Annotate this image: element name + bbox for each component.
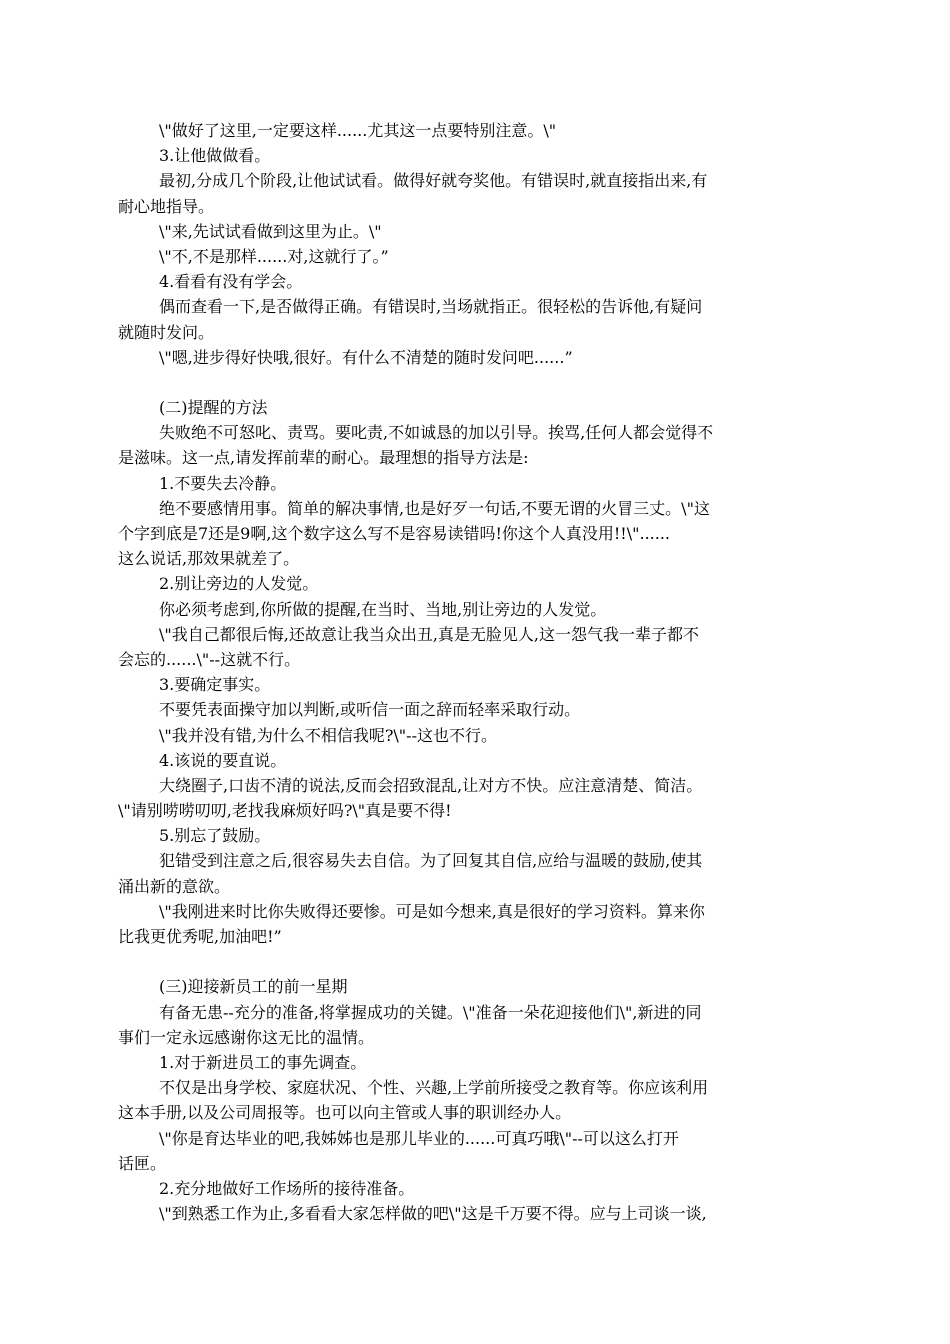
blank-line: [118, 370, 838, 395]
text-line: \"做好了这里,一定要这样......尤其这一点要特别注意。\": [159, 121, 557, 140]
text-line: 1.不要失去冷静。: [159, 473, 287, 493]
text-line: 这本手册,以及公司周报等。也可以向主管或人事的职训经办人。: [118, 1103, 572, 1123]
text-line: 2.别让旁边的人发觉。: [159, 574, 319, 594]
text-line: 最初,分成几个阶段,让他试试看。做得好就夸奖他。有错误时,就直接指出来,有: [159, 171, 708, 191]
text-line: 有备无患--充分的准备,将掌握成功的关键。\"准备一朵花迎接他们\",新进的同: [159, 1002, 702, 1022]
document-page: [118, 118, 838, 1226]
text-line: 偶而查看一下,是否做得正确。有错误时,当场就指正。很轻松的告诉他,有疑问: [159, 297, 703, 317]
text-line: (三)迎接新员工的前一星期: [159, 977, 348, 997]
text-line: \"我刚进来时比你失败得还要惨。可是如今想来,真是很好的学习资料。算来你: [159, 901, 705, 921]
text-line: 会忘的......\"--这就不行。: [118, 649, 301, 669]
text-line: 4.看看有没有学会。: [159, 272, 303, 292]
text-line: 就随时发问。: [118, 322, 215, 342]
text-line: 话匣。: [118, 1153, 167, 1173]
text-line: \"我并没有错,为什么不相信我呢?\"--这也不行。: [159, 725, 497, 745]
text-line: 耐心地指导。: [118, 196, 215, 216]
text-line: 涌出新的意欲。: [118, 876, 231, 896]
text-line: \"不,不是那样......对,这就行了。”: [159, 246, 389, 266]
text-line: 3.要确定事实。: [159, 675, 271, 695]
text-line: 4.该说的要直说。: [159, 750, 287, 770]
text-line: 大绕圈子,口齿不清的说法,反而会招致混乱,让对方不快。应注意清楚、简洁。: [159, 775, 703, 795]
text-line: 这么说话,那效果就差了。: [118, 549, 300, 569]
text-line: 比我更优秀呢,加油吧!”: [118, 927, 282, 946]
text-line: 犯错受到注意之后,很容易失去自信。为了回复其自信,应给与温暖的鼓励,使其: [159, 851, 703, 871]
text-line: 失败绝不可怒叱、责骂。要叱责,不如诚恳的加以引导。挨骂,任何人都会觉得不: [159, 423, 714, 443]
text-line: 1.对于新进员工的事先调查。: [159, 1052, 367, 1072]
text-line: 3.让他做做看。: [159, 146, 271, 166]
text-line: \"来,先试试看做到这里为止。\": [159, 221, 382, 241]
text-line: \"请别唠唠叨叨,老找我麻烦好吗?\"真是要不得!: [118, 801, 452, 821]
text-line: 事们一定永远感谢你这无比的温情。: [118, 1027, 375, 1047]
text-line: 2.充分地做好工作场所的接待准备。: [159, 1178, 415, 1198]
text-line: 你必须考虑到,你所做的提醒,在当时、当地,别让旁边的人发觉。: [159, 599, 607, 619]
text-line: 5.别忘了鼓励。: [159, 826, 271, 846]
blank-line: [118, 949, 838, 974]
text-line: 不要凭表面操守加以判断,或听信一面之辞而轻率采取行动。: [159, 700, 581, 720]
text-line: 是滋味。这一点,请发挥前辈的耐心。最理想的指导方法是:: [118, 448, 529, 468]
text-line: \"嗯,进步得好快哦,很好。有什么不清楚的随时发问吧......”: [159, 347, 573, 367]
text-line: \"我自己都很后悔,还故意让我当众出丑,真是无脸见人,这一怨气我一辈子都不: [159, 624, 700, 644]
text-line: (二)提醒的方法: [159, 398, 268, 418]
text-line: 个字到底是7还是9啊,这个数字这么写不是容易读错吗!你这个人真没用!!\"......: [118, 524, 671, 543]
text-line: \"你是育达毕业的吧,我姊姊也是那儿毕业的......可真巧哦\"--可以这么打开: [159, 1128, 679, 1148]
text-line: 绝不要感情用事。简单的解决事情,也是好歹一句话,不要无谓的火冒三丈。\"这: [159, 498, 710, 518]
text-line: 不仅是出身学校、家庭状况、个性、兴趣,上学前所接受之教育等。你应该利用: [159, 1078, 709, 1098]
text-line: \"到熟悉工作为止,多看看大家怎样做的吧\"这是千万要不得。应与上司谈一谈,: [159, 1204, 707, 1224]
